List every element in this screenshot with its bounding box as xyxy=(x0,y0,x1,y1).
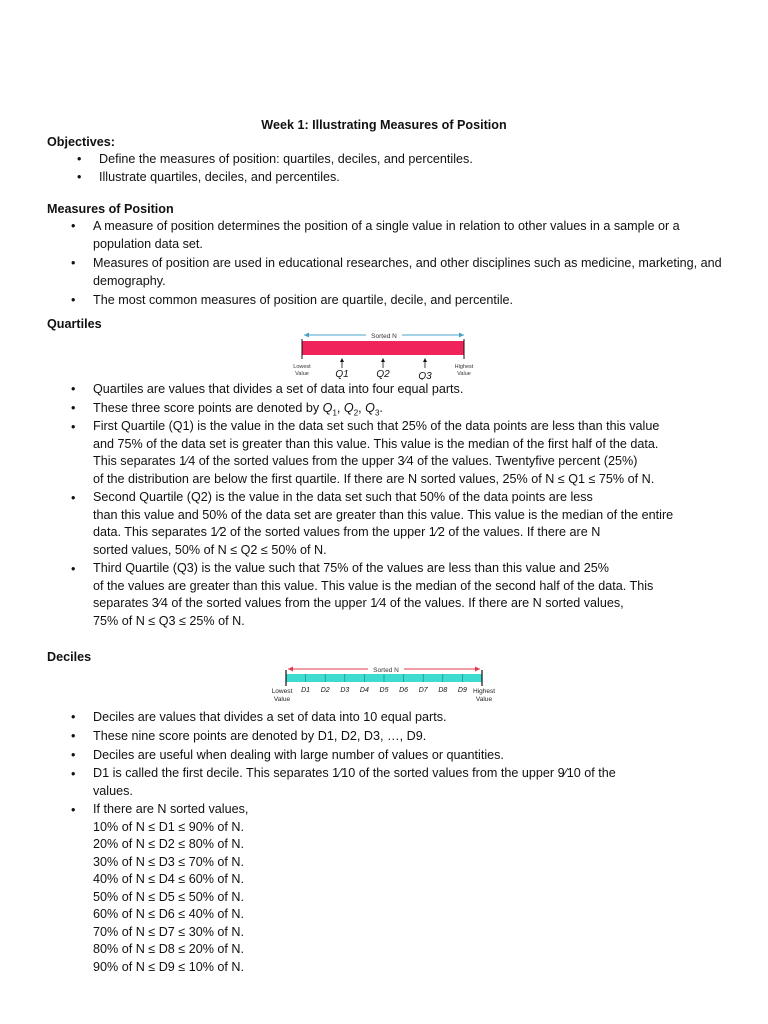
page-title: Week 1: Illustrating Measures of Position xyxy=(261,118,507,132)
text-line: values. xyxy=(93,783,133,798)
arrow-left-head xyxy=(304,333,309,338)
arrow-right-head xyxy=(459,333,464,338)
measures-list xyxy=(47,217,727,310)
decile-tick-labels xyxy=(301,687,467,694)
objectives-list xyxy=(47,150,727,186)
text-line: 75% of N ≤ Q3 ≤ 25% of N. xyxy=(93,613,245,628)
value-label: Value xyxy=(273,696,291,703)
quartiles-heading: Quartiles xyxy=(47,317,102,331)
text-line: • Second Quartile (Q2) is the value in the data set such that 50% of the data points are less xyxy=(93,490,593,504)
decile-tick-label: D8 xyxy=(438,687,448,694)
text-line: 50% of N ≤ D5 ≤ 50% of N. xyxy=(93,889,245,904)
list-item-text: These three score points are denoted by xyxy=(93,401,323,415)
list-item xyxy=(47,418,737,488)
list-item: • Define the measures of position: quartiles, deciles, and percentiles. xyxy=(47,150,727,168)
sorted-n-label: Sorted N xyxy=(373,667,399,674)
measures-heading: Measures of Position xyxy=(47,202,174,216)
decile-tick-label: D4 xyxy=(359,687,369,694)
text-line: sorted values, 50% of N ≤ Q2 ≤ 50% of N. xyxy=(93,542,327,557)
decile-tick-label: D9 xyxy=(457,687,467,694)
list-item: • The most common measures of position are quartile, decile, and percentile. xyxy=(47,291,727,309)
text-line: 90% of N ≤ D9 ≤ 10% of N. xyxy=(93,959,245,974)
list-item: • These nine score points are denoted by D​1​, D​2​, D​3​, …, D​9​. xyxy=(47,727,737,745)
list-item: • Illustrate quartiles, deciles, and percentiles. xyxy=(47,168,727,186)
list-item: • These three score points are denoted by $Q_1$, $Q_2$, $Q_3$. xyxy=(47,399,737,417)
list-item xyxy=(47,765,737,800)
list-item: • Deciles are values that divides a set of data into 10 equal parts. xyxy=(47,708,737,726)
list-item: • A measure of position determines the position of a single value in relation to other values in a sample or a population data set. xyxy=(47,217,727,253)
list-item xyxy=(47,489,737,559)
text-line: 30% of N ≤ D3 ≤ 70% of N. xyxy=(93,854,245,869)
q2-label: Q2 xyxy=(376,369,390,380)
q2-arrowhead xyxy=(381,358,385,362)
lowest-label: Lowest xyxy=(271,688,293,695)
list-item xyxy=(47,801,737,976)
text-line: • If there are N sorted values, xyxy=(93,802,249,816)
deciles-diagram xyxy=(268,662,502,704)
sorted-n-label: Sorted N xyxy=(371,333,397,340)
text-line: 80% of N ≤ D8 ≤ 20% of N. xyxy=(93,942,245,956)
q3-label: Q3 xyxy=(418,371,432,380)
highest-label: Highest xyxy=(472,688,496,695)
text-line: • First Quartile (Q1) is the value in the data set such that 25% of the data points are less than this value xyxy=(93,419,660,433)
text-line: separates 3⁄​4​ of the sorted values from the upper 1⁄​4​ of the values. If there are N sorted values, xyxy=(93,596,624,610)
text-line: 20% of N ≤ D2 ≤ 80% of N. xyxy=(93,837,245,851)
decile-tick-label: D1 xyxy=(301,687,311,694)
text-line: 10% of N ≤ D1 ≤ 90% of N. xyxy=(93,819,245,834)
text-line: data. This separates 1⁄​2​ of the sorted values from the upper 1⁄​2​ of the values. If there are N xyxy=(93,525,601,539)
text-line: • D1 is called the first decile. This separates 1⁄​10​ of the sorted values from the upper 9⁄​10​ of the xyxy=(93,766,616,780)
arrow-left-head xyxy=(288,667,293,672)
q-subscript: 2 xyxy=(353,408,359,418)
text-line: 40% of N ≤ D4 ≤ 60% of N. xyxy=(93,872,245,886)
value-label: Value xyxy=(295,371,309,377)
objectives-heading: Objectives: xyxy=(47,135,115,149)
text-line: of the values are greater than this value. This value is the median of the second half of the data. This xyxy=(93,578,654,593)
q1-arrowhead xyxy=(340,358,344,362)
text-line: 70% of N ≤ D7 ≤ 30% of N. xyxy=(93,924,245,939)
decile-tick-label: D6 xyxy=(399,687,409,694)
text-line: This separates 1⁄​4​ of the sorted values from the upper 3⁄​4​ of the values. Twentyfive percent (25%) xyxy=(93,454,638,468)
lowest-label: Lowest xyxy=(293,364,311,370)
q-symbol: Q xyxy=(343,401,354,415)
q-subscript: 3 xyxy=(374,408,380,418)
list-item xyxy=(47,560,737,630)
text-line: of the distribution are below the first quartile. If there are N sorted values, 25% of N ≤ Q1 ≤ 75% of N. xyxy=(93,471,655,486)
list-item: • Deciles are useful when dealing with large number of values or quantities. xyxy=(47,746,737,764)
text-line: 60% of N ≤ D6 ≤ 40% of N. xyxy=(93,907,245,921)
decile-tick-label: D5 xyxy=(379,687,389,694)
quartiles-diagram xyxy=(288,328,478,380)
decile-tick-label: D7 xyxy=(418,687,428,694)
value-label: Value xyxy=(475,696,493,703)
q-subscript: 1 xyxy=(332,408,337,418)
q3-arrowhead xyxy=(423,358,427,362)
q1-label: Q1 xyxy=(335,369,349,380)
text-line: and 75% of the data set is greater than this value. This value is the median of the first half of the data. xyxy=(93,436,659,451)
decile-tick-label: D2 xyxy=(320,687,330,694)
quartile-bar xyxy=(302,341,464,355)
list-item: • Quartiles are values that divides a set of data into four equal parts. xyxy=(47,380,737,398)
highest-label: Highest xyxy=(454,364,474,370)
decile-tick-label: D3 xyxy=(340,687,350,694)
q-symbol: Q xyxy=(365,401,375,415)
q-symbol: Q xyxy=(322,401,333,415)
arrow-right-head xyxy=(475,667,480,672)
text-line: than this value and 50% of the data set are greater than this value. This value is the median of the entire xyxy=(93,507,674,522)
deciles-heading: Deciles xyxy=(47,650,92,664)
list-item: • Measures of position are used in educational researches, and other disciplines such as medicine, marketing, and demography. xyxy=(47,254,727,290)
quartiles-list xyxy=(47,380,737,631)
value-label: Value xyxy=(457,371,471,377)
text-line: • Third Quartile (Q3) is the value such that 75% of the values are less than this value and 25% xyxy=(93,561,609,575)
deciles-list xyxy=(47,708,737,977)
